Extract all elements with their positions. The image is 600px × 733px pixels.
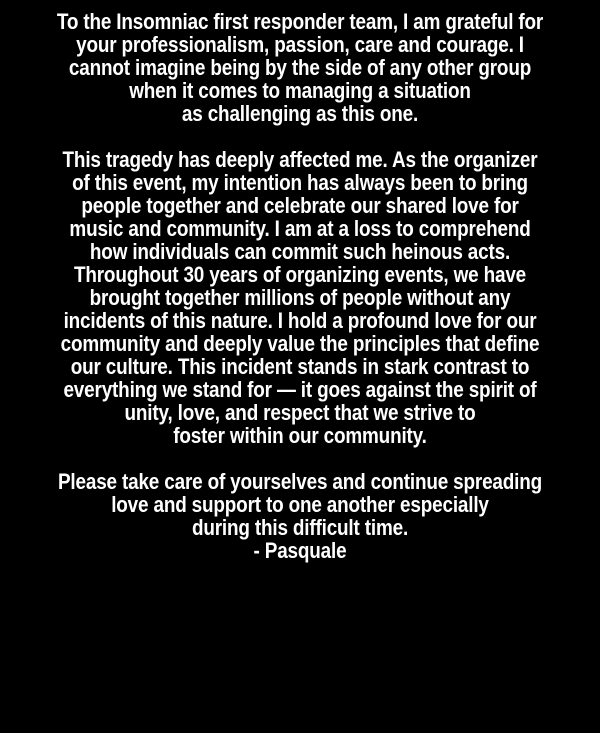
text-line: your professionalism, passion, care and courage. I xyxy=(76,32,524,57)
text-line: our culture. This incident stands in stark contrast to xyxy=(70,354,530,379)
text-line: love and support to one another especially xyxy=(111,492,489,517)
text-line: Throughout 30 years of organizing events, we have xyxy=(73,262,527,287)
signature: - Pasquale xyxy=(253,538,347,563)
paragraph-first-responders xyxy=(0,10,600,125)
text-line: brought together millions of people without any xyxy=(89,285,511,310)
text-line: everything we stand for — it goes against the spirit of xyxy=(63,377,537,402)
text-line: people together and celebrate our shared love for xyxy=(81,193,519,218)
text-line: as challenging as this one. xyxy=(181,101,419,126)
text-line: how individuals can commit such heinous acts. xyxy=(89,239,511,264)
text-line: This tragedy has deeply affected me. As the organizer xyxy=(62,147,538,172)
text-line: incidents of this nature. I hold a profound love for our xyxy=(63,308,537,333)
paragraph-spacer xyxy=(0,447,600,470)
text-line: music and community. I am at a loss to comprehend xyxy=(69,216,531,241)
paragraph-take-care xyxy=(0,470,600,539)
text-line: foster within our community. xyxy=(173,423,427,448)
paragraph-spacer xyxy=(0,125,600,148)
text-line: To the Insomniac first responder team, I am grateful for xyxy=(56,9,544,34)
paragraph-tragedy xyxy=(0,148,600,447)
text-line: cannot imagine being by the side of any other group xyxy=(68,55,532,80)
text-line: Please take care of yourselves and continue spreading xyxy=(57,469,543,494)
text-line: during this difficult time. xyxy=(191,515,409,540)
text-line: unity, love, and respect that we strive to xyxy=(124,400,476,425)
text-line: of this event, my intention has always been to bring xyxy=(72,170,528,195)
text-line: when it comes to managing a situation xyxy=(129,78,471,103)
text-line: community and deeply value the principles that define xyxy=(60,331,540,356)
